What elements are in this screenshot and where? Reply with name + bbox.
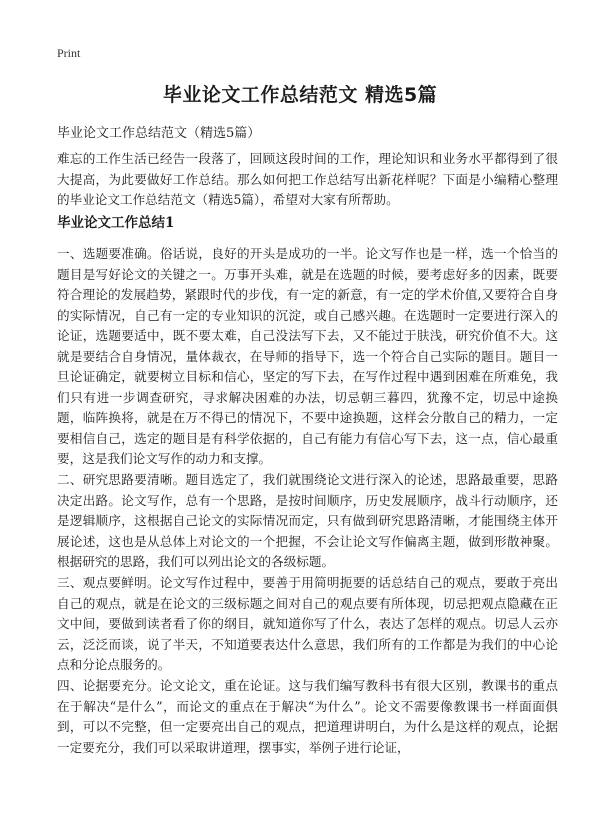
section-heading: 毕业论文工作总结1 [57, 215, 175, 231]
body-paragraph-3: 三、观点要鲜明。论文写作过程中，要善于用简明扼要的话总结自己的观点，要敢于亮出自己的观点，就是在论文的三级标题之间对自己的观点要有所体现，切忌把观点隐藏在正文中间，要做到读者看了你的纲目，就知道你写了什么，表达了怎样的观点。切忌人云亦云，泛泛而谈，说了半天，不知道要表达什么意思，我们所有的工作都是为我们的中心论点和分论点服务的。 [57, 575, 558, 672]
body-paragraph-4: 四、论据要充分。论文论文，重在论证。这与我们编写教科书有很大区别，教课书的重点在于解决“是什么”，而论文的重点在于解决“为什么”。论文不需要像教课书一样面面俱到，可以不完整，但一定要亮出自己的观点，把道理讲明白，为什么是这样的观点，论据一定要充分，我们可以采取讲道理，摆事实，举例子进行论证， [57, 678, 558, 755]
page-title: 毕业论文工作总结范文 精选5篇 [162, 84, 438, 106]
intro-paragraph: 难忘的工作生活已经告一段落了，回顾这段时间的工作，理论知识和业务水平都得到了很大提高，为此要做好工作总结。那么如何把工作总结写出新花样呢？下面是小编精心整理的毕业论文工作总结范文（精选5篇），希望对大家有所帮助。 [57, 151, 558, 207]
print-link[interactable]: Print [57, 46, 81, 60]
document-subtitle: 毕业论文工作总结范文（精选5篇） [57, 126, 261, 141]
body-paragraph-1: 一、选题要准确。俗话说，良好的开头是成功的一半。论文写作也是一样，选一个恰当的题目是写好论文的关键之一。万事开头难，就是在选题的时候，要考虑好多的因素，既要符合理论的发展趋势，紧跟时代的步伐，有一定的新意，有一定的学术价值,又要符合自身的实际情况，自己有一定的专业知识的沉淀，或自己感兴趣。在选题时一定要进行深入的论证，选题要适中，既不要太难，自己没法写下去，又不能过于肤浅，研究价值不大。这就是要结合自身情况，量体裁衣，在导师的指导下，选一个符合自己实际的题目。题目一旦论证确定，就要树立目标和信心，坚定的写下去，在写作过程中遇到困难在所难免，我们只有进一步调查研究，寻求解决困难的办法，切忌朝三暮四，犹豫不定，切忌中途换题，临阵换将，就是在万不得已的情况下，不要中途换题，这样会分散自己的精力，一定要相信自己，选定的题目是有科学依据的，自己有能力有信心写下去，这一点，信心最重要，这是我们论文写作的动力和支撑。 [57, 246, 558, 466]
body-paragraph-2: 二、研究思路要清晰。题目选定了，我们就围绕论文进行深入的论述，思路最重要，思路决定出路。论文写作，总有一个思路，是按时间顺序，历史发展顺序，战斗行动顺序，还是逻辑顺序，这根据自己论文的实际情况而定，只有做到研究思路清晰，才能围绕主体开展论述，这也是从总体上对论文的一个把握，不会让论文写作偏离主题，做到形散神聚。根据研究的思路，我们可以列出论文的各级标题。 [57, 472, 558, 569]
